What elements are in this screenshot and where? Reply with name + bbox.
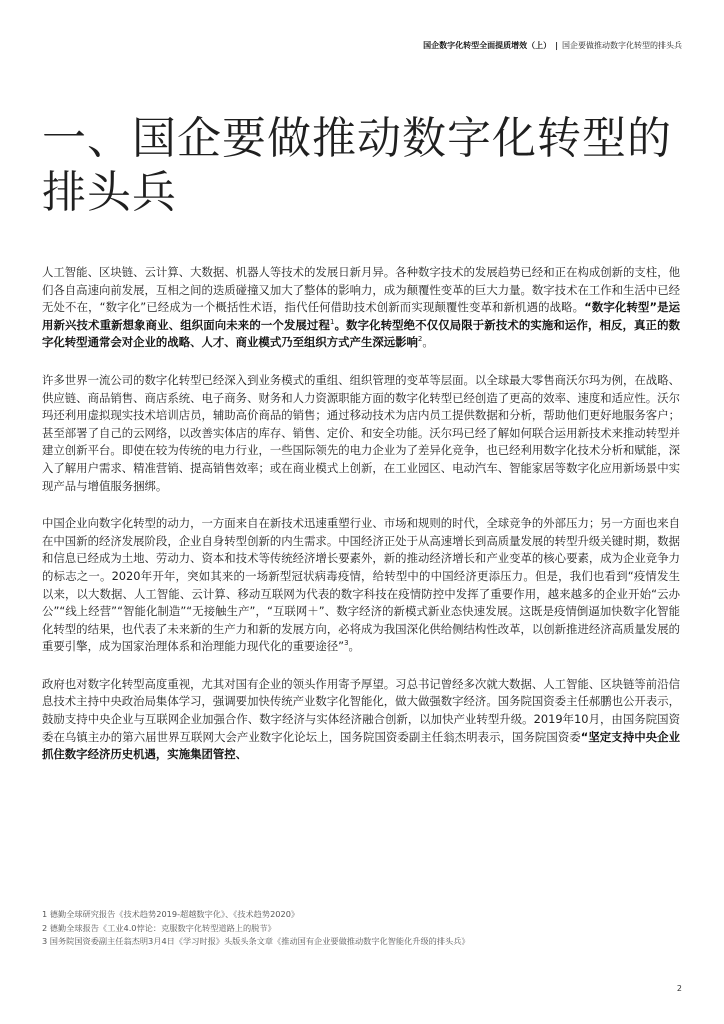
paragraph-3-text: 中国企业向数字化转型的动力，一方面来自在新技术迅速重塑行业、市场和规则的时代，全球竞争的外部压力；另一方面也来自在中国新的经济发展阶段，企业自身转型创新的内生需求。中国经济正处于从高速增长到高质量发展的转型升级关键时期，数据和信息已经成为土地、劳动力、资本和技术等传统经济增长要素外，新的推动经济增长和产业变革的核心要素，成为企业竞争力的标志之一。2020年开年，突如其来的一场新型冠状病毒疫情，给转型中的中国经济更添压力。但是，我们也看到“疫情发生以来，以大数据、人工智能、云计算、移动互联网为代表的数字科技在疫情防控中发挥了重要作用，越来越多的企业开始“云办公”“线上经营”“智能化制造”“无接触生产”，“互联网＋”、数字经济的新模式新业态快速发展。这既是疫情倒逼加快数字化智能化转型的结果，也代表了未来新的生产力和新的发展方向，必将成为我国深化供给侧结构性改革，以创新推进经济高质量发展的重要引擎，成为国家治理体系和治理能力现代化的重要途径” <box>42 516 680 654</box>
header-report-title: 国企数字化转型全面提质增效（上） <box>423 41 552 50</box>
header-separator: | <box>555 41 558 50</box>
paragraph-4 <box>42 676 680 764</box>
footnote-ref-2: 2 <box>417 335 423 344</box>
paragraph-3-end: 。 <box>348 639 360 654</box>
footnotes <box>42 908 682 949</box>
paragraph-1-end: 。 <box>422 335 434 350</box>
paragraph-4-emphasis: “坚定支持中央企业抓住数字经济历史机遇，实施集团管控、 <box>42 729 680 762</box>
page-title: 一、国企要做推动数字化转型的排头兵 <box>42 113 672 218</box>
footnote-2: 2 德勤全球报告《工业4.0悖论：克服数字化转型道路上的脱节》 <box>42 922 276 933</box>
paragraph-1-intro: 人工智能、区块链、云计算、大数据、机器人等技术的发展日新月异。各种数字技术的发展趋势已经和正在构成创新的支柱，他们各自高速向前发展，互相之间的迭质碰撞又加大了整体的影响力，成为颠覆性变革的巨大力量。数字技术在工作和生活中已经无处不在，“数字化”已经成为一个概括性术语，指代任何借助技术创新而实现颠覆性变革和新机遇的战略。 <box>42 265 680 315</box>
footnote-3: 3 国务院国资委副主任翁杰明3月4日《学习时报》头版头条文章《推动国有企业要做推动数字化智能化升级的排头兵》 <box>42 936 470 946</box>
footnote-ref-1: 1 <box>329 317 335 326</box>
footnote-1: 1 德勤全球研究报告《技术趋势2019-超越数字化》、《技术趋势2020》 <box>42 909 300 919</box>
paragraph-1 <box>42 264 680 352</box>
page-number: 2 <box>676 984 682 993</box>
paragraph-2: 许多世界一流公司的数字化转型已经深入到业务模式的重组、组织管理的变革等层面。以全球最大零售商沃尔玛为例，在战略、供应链、商品销售、商店系统、电子商务、财务和人力资源职能方面的数字化转型已经创造了更高的效率、速度和适应性。沃尔玛还利用虚拟现实技术培训店员，辅助高价商品的销售；通过移动技术为店内员工提供数据和分析，帮助他们更好地服务客户；甚至部署了自己的云网络，以改善实体店的库存、销售、定价、和安全功能。沃尔玛已经了解如何联合运用新技术来推动转型并建立创新平台。即使在较为传统的电力行业，一些国际领先的电力企业为了差异化竞争，也已经利用数字化技术分析和赋能，深入了解用户需求、精准营销、提高销售效率；或在商业模式上创新，在工业园区、电动汽车、智能家居等数字化应用新场景中实现产品与增值服务捆绑。 <box>42 372 680 493</box>
paragraph-1-emphasis-a: “数字化转型”是运用新兴技术重新想象商业、组织面向未来的一个发展过程 <box>42 300 680 332</box>
footnote-ref-3: 3 <box>344 639 349 648</box>
paragraph-3 <box>42 515 680 656</box>
header-section-title: 国企要做推动数字化转型的排头兵 <box>562 41 682 50</box>
body-text <box>42 264 680 784</box>
paragraph-1-emphasis-b: 。数字化转型绝不仅仅局限于新技术的实施和运作，相反，真正的数字化转型通常会对企业的战略、人才、商业模式乃至组织方式产生深远影响 <box>42 317 680 350</box>
running-header <box>423 41 682 51</box>
paragraph-4-text: 政府也对数字化转型高度重视，尤其对国有企业的领头作用寄予厚望。习总书记曾经多次就大数据、人工智能、区块链等前沿信息技术主持中央政治局集体学习，强调要加快传统产业数字化智能化，做大做强数字经济。国务院国资委主任郝鹏也公开表示，鼓励支持中央企业与互联网企业加强合作、数字经济与实体经济融合创新，以加快产业转型升级。2019年10月，由国务院国资委在乌镇主办的第六届世界互联网大会产业数字化论坛上，国务院国资委副主任翁杰明表示，国务院国资委 <box>42 676 680 744</box>
